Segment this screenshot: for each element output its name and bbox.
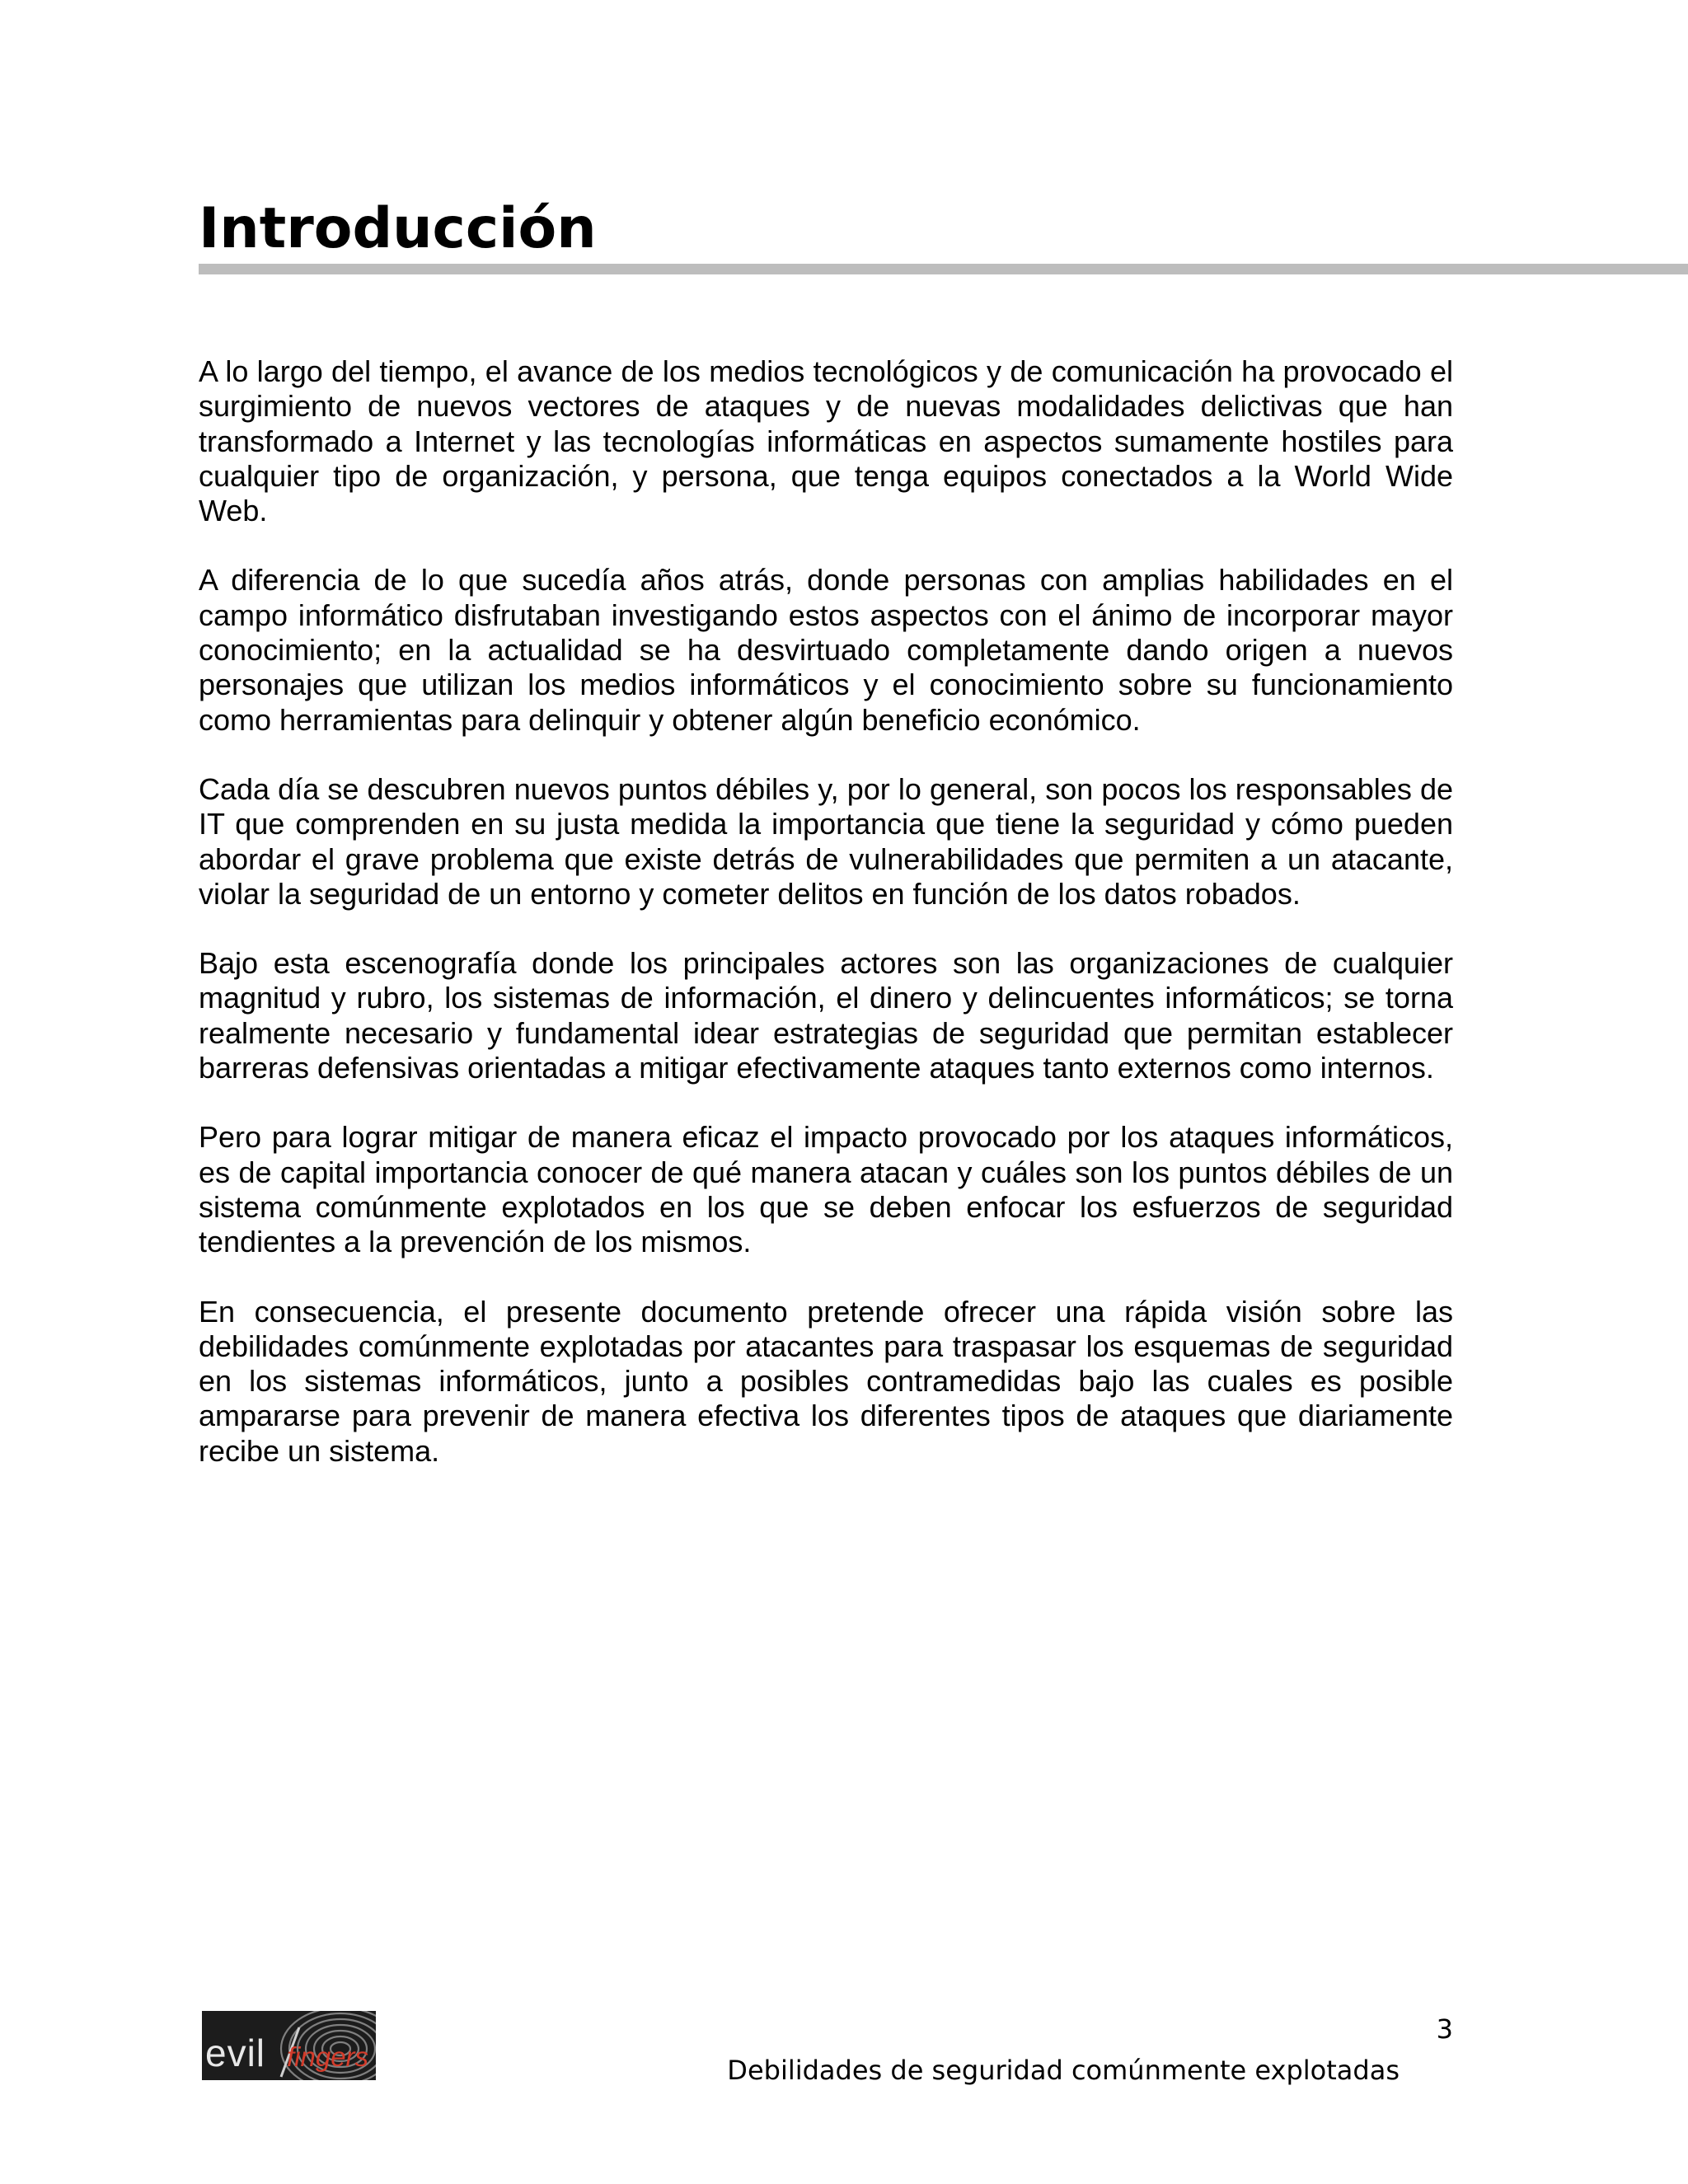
document-body <box>199 354 1453 1503</box>
paragraph-2: A diferencia de lo que sucedía años atrás, donde personas con amplias habilidades en el campo informático disfrutaban investigando estos aspectos con el ánimo de incorporar mayor conocimiento; en la actualidad se ha desvirtuado completamente dando origen a nuevos personajes que utilizan los medios informáticos y el conocimiento sobre su funcionamiento como herramientas para delinquir y obtener algún beneficio económico. <box>199 563 1453 737</box>
title-divider <box>199 264 1688 274</box>
paragraph-3: Cada día se descubren nuevos puntos débiles y, por lo general, son pocos los responsables de IT que comprenden en su justa medida la importancia que tiene la seguridad y cómo pueden abordar el grave problema que existe detrás de vulnerabilidades que permiten a un atacante, violar la seguridad de un entorno y cometer delitos en función de los datos robados. <box>199 771 1453 911</box>
footer-document-title: Debilidades de seguridad comúnmente explotadas <box>727 2055 1400 2086</box>
paragraph-5: Pero para lograr mitigar de manera eficaz el impacto provocado por los ataques informáticos, es de capital importancia conocer de qué manera atacan y cuáles son los puntos débiles de un sistema comúnmente explotados en los que se deben enfocar los esfuerzos de seguridad tendientes a la prevención de los mismos. <box>199 1120 1453 1259</box>
paragraph-1: A lo largo del tiempo, el avance de los medios tecnológicos y de comunicación ha provocado el surgimiento de nuevos vectores de ataques y de nuevas modalidades delictivas que han transformado a Internet y las tecnologías informáticas en aspectos sumamente hostiles para cualquier tipo de organización, y persona, que tenga equipos conectados a la World Wide Web. <box>199 354 1453 528</box>
paragraph-4: Bajo esta escenografía donde los principales actores son las organizaciones de cualquier magnitud y rubro, los sistemas de información, el dinero y delincuentes informáticos; se torna realmente necesario y fundamental idear estrategias de seguridad que permitan establecer barreras defensivas orientadas a mitigar efectivamente ataques tanto externos como internos. <box>199 946 1453 1085</box>
evil-fingers-logo <box>202 2011 376 2080</box>
page-number: 3 <box>1436 2013 1453 2045</box>
logo-text-fingers: fingers <box>287 2041 369 2072</box>
logo-text-evil: evil <box>205 2032 266 2074</box>
page-title: Introducción <box>199 196 597 261</box>
paragraph-6: En consecuencia, el presente documento pretende ofrecer una rápida visión sobre las debilidades comúnmente explotadas por atacantes para traspasar los esquemas de seguridad en los sistemas informáticos, junto a posibles contramedidas bajo las cuales es posible ampararse para prevenir de manera efectiva los diferentes tipos de ataques que diariamente recibe un sistema. <box>199 1294 1453 1468</box>
